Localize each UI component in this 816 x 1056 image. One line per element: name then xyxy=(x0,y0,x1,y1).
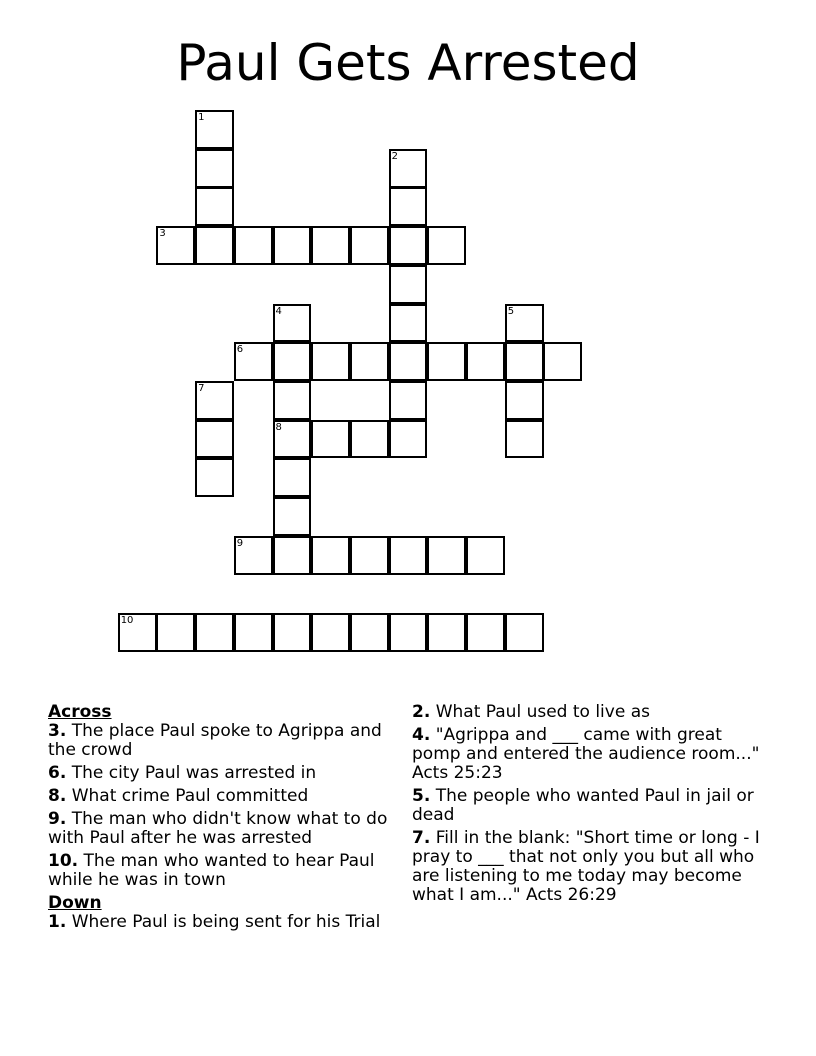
clue-text: The man who didn't know what to do with Paul after he was arrested xyxy=(48,809,388,848)
grid-cell[interactable] xyxy=(195,149,234,188)
clue-number: 8. xyxy=(48,786,67,806)
grid-cell[interactable] xyxy=(427,226,466,265)
grid-cell[interactable] xyxy=(234,342,273,381)
grid-cell[interactable] xyxy=(273,536,312,575)
grid-cell[interactable] xyxy=(505,420,544,459)
grid-cell[interactable] xyxy=(234,536,273,575)
grid-cell[interactable] xyxy=(389,304,428,343)
across-heading: Across xyxy=(48,702,112,722)
grid-cell[interactable] xyxy=(389,613,428,652)
grid-cell[interactable] xyxy=(195,187,234,226)
clue-text: "Agrippa and ___ came with great pomp and entered the audience room..." Acts 25:23 xyxy=(412,725,760,783)
across-clue-10 xyxy=(48,852,398,890)
cell-number: 5 xyxy=(507,305,515,317)
clue-text: What Paul used to live as xyxy=(435,702,650,722)
grid-cell[interactable] xyxy=(427,342,466,381)
grid-cell[interactable] xyxy=(389,536,428,575)
grid-cell[interactable] xyxy=(505,304,544,343)
clue-number: 1. xyxy=(48,912,67,932)
grid-cell[interactable] xyxy=(543,342,582,381)
clue-number: 2. xyxy=(412,702,431,722)
clue-number: 5. xyxy=(412,786,431,806)
clue-text: The city Paul was arrested in xyxy=(71,763,317,783)
grid-cell[interactable] xyxy=(389,265,428,304)
grid-cell[interactable] xyxy=(466,613,505,652)
grid-cell[interactable] xyxy=(195,458,234,497)
cell-number: 2 xyxy=(391,150,398,162)
grid-cell[interactable] xyxy=(466,536,505,575)
clue-number: 9. xyxy=(48,809,67,829)
grid-cell[interactable] xyxy=(273,304,312,343)
page-title: Paul Gets Arrested xyxy=(176,34,640,92)
grid-cell[interactable] xyxy=(311,342,350,381)
clue-number: 6. xyxy=(48,763,67,783)
grid-cell[interactable] xyxy=(389,381,428,420)
clue-number: 3. xyxy=(48,721,67,741)
grid-cell[interactable] xyxy=(350,226,389,265)
grid-cell[interactable] xyxy=(466,342,505,381)
down-clue-4 xyxy=(412,726,762,783)
grid-cell[interactable] xyxy=(350,536,389,575)
grid-cell[interactable] xyxy=(311,536,350,575)
grid-cell[interactable] xyxy=(350,613,389,652)
clue-number: 7. xyxy=(412,828,431,848)
grid-cell[interactable] xyxy=(311,420,350,459)
clue-text: What crime Paul committed xyxy=(71,786,309,806)
cell-number: 3 xyxy=(159,228,166,240)
clue-text: The man who wanted to hear Paul while he was in town xyxy=(48,851,375,890)
cell-number: 7 xyxy=(198,382,205,394)
cell-number: 1 xyxy=(198,112,205,123)
clues-left-column xyxy=(48,703,398,936)
clue-number: 4. xyxy=(412,725,431,745)
grid-cell[interactable] xyxy=(273,342,312,381)
grid-cell[interactable] xyxy=(195,613,234,652)
grid-cell[interactable] xyxy=(505,381,544,420)
grid-cell[interactable] xyxy=(350,420,389,459)
down-heading: Down xyxy=(48,893,102,913)
cell-number: 9 xyxy=(236,537,244,549)
grid-cell[interactable] xyxy=(195,226,234,265)
clue-text: The people who wanted Paul in jail or dead xyxy=(412,786,754,825)
down-clue-5 xyxy=(412,787,762,825)
grid-cell[interactable] xyxy=(156,226,195,265)
cell-number: 6 xyxy=(236,344,244,356)
across-clue-3 xyxy=(48,722,398,760)
grid-cell[interactable] xyxy=(427,536,466,575)
clue-text: Where Paul is being sent for his Trial xyxy=(71,912,381,932)
grid-cell[interactable] xyxy=(350,342,389,381)
down-clue-2 xyxy=(412,703,762,722)
grid-cell[interactable] xyxy=(311,613,350,652)
clue-text: The place Paul spoke to Agrippa and the crowd xyxy=(48,721,382,760)
down-clue-7 xyxy=(412,829,762,905)
grid-cell[interactable] xyxy=(389,226,428,265)
grid-cell[interactable] xyxy=(234,226,273,265)
down-clue-1 xyxy=(48,913,398,932)
grid-cell[interactable] xyxy=(505,342,544,381)
across-clue-6 xyxy=(48,764,398,783)
across-clue-8 xyxy=(48,787,398,806)
grid-cell[interactable] xyxy=(389,149,428,188)
grid-cell[interactable] xyxy=(273,613,312,652)
grid-cell[interactable] xyxy=(195,110,234,149)
grid-cell[interactable] xyxy=(389,187,428,226)
clue-text: Fill in the blank: "Short time or long - I pray to ___ that not only you but all who are listening to me today may become what I am..." Acts 26:29 xyxy=(412,828,760,905)
across-clue-9 xyxy=(48,810,398,848)
clues-right-column xyxy=(412,703,762,909)
grid-cell[interactable] xyxy=(273,497,312,536)
grid-cell[interactable] xyxy=(195,381,234,420)
cell-number: 8 xyxy=(275,421,282,433)
grid-cell[interactable] xyxy=(505,613,544,652)
grid-cell[interactable] xyxy=(389,420,428,459)
grid-cell[interactable] xyxy=(118,613,157,652)
grid-cell[interactable] xyxy=(273,381,312,420)
grid-cell[interactable] xyxy=(389,342,428,381)
grid-cell[interactable] xyxy=(311,226,350,265)
cell-number: 4 xyxy=(275,305,282,317)
grid-cell[interactable] xyxy=(273,458,312,497)
grid-cell[interactable] xyxy=(195,420,234,459)
grid-cell[interactable] xyxy=(156,613,195,652)
grid-cell[interactable] xyxy=(427,613,466,652)
grid-cell[interactable] xyxy=(234,613,273,652)
clue-number: 10. xyxy=(48,851,79,871)
grid-cell[interactable] xyxy=(273,420,312,459)
cell-number: 10 xyxy=(120,615,134,627)
grid-cell[interactable] xyxy=(273,226,312,265)
